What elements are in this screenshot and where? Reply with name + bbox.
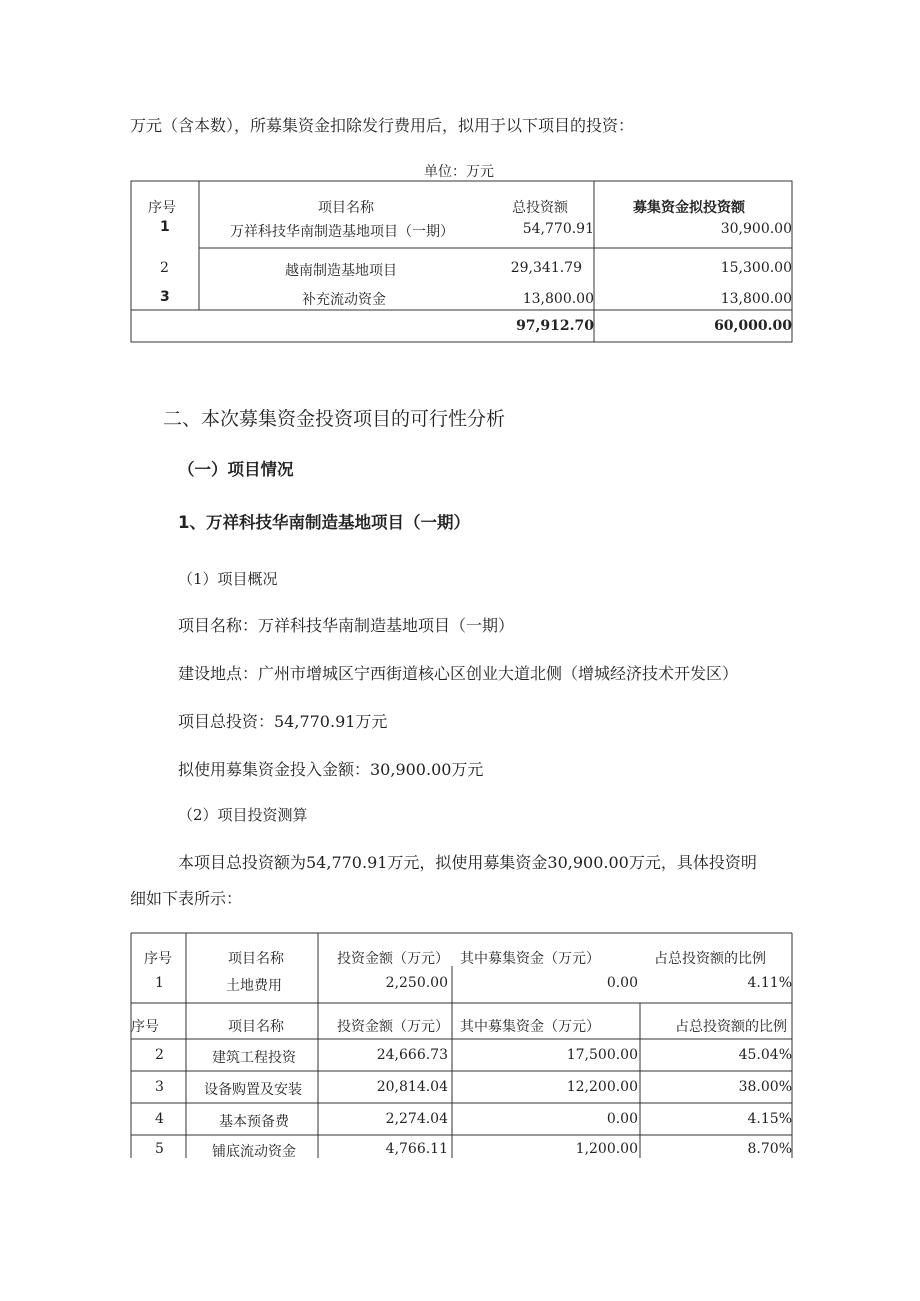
t2-header2-no: 序号 xyxy=(131,1019,159,1035)
t1-row3-no: 3 xyxy=(160,289,170,305)
t2-row1-name: 土地费用 xyxy=(226,978,282,994)
t2-row1-no: 1 xyxy=(155,975,164,991)
t1-header-no: 序号 xyxy=(148,200,176,216)
t2-row2-amount: 24,666.73 xyxy=(376,1047,448,1063)
t2-row4-raise: 0.00 xyxy=(606,1111,638,1127)
t2-header-no: 序号 xyxy=(144,951,172,967)
t1-total-amount: 97,912.70 xyxy=(516,318,594,334)
overview-heading: （1）项目概况 xyxy=(178,570,278,588)
project-name-line: 项目名称：万祥科技华南制造基地项目（一期） xyxy=(178,616,515,635)
t1-header-total: 总投资额 xyxy=(512,200,568,216)
t2-header2-raise: 其中募集资金（万元） xyxy=(460,1019,600,1035)
unit-label: 单位：万元 xyxy=(424,164,494,180)
t2-header2-name: 项目名称 xyxy=(228,1019,284,1035)
intro-line: 万元（含本数），所募集资金扣除发行费用后，拟用于以下项目的投资： xyxy=(130,116,635,135)
t2-row3-no: 3 xyxy=(155,1079,164,1095)
t1-row3-total: 13,800.00 xyxy=(522,291,594,307)
t2-row3-ratio: 38.00% xyxy=(738,1079,792,1095)
t2-header-name: 项目名称 xyxy=(228,951,284,967)
t2-row3-raise: 12,200.00 xyxy=(566,1079,638,1095)
t1-row3-raise: 13,800.00 xyxy=(720,291,792,307)
t1-header-raise-bold: 募集资金拟投资额 xyxy=(633,200,745,216)
t2-row4-ratio: 4.15% xyxy=(747,1111,792,1127)
t2-row1-raise: 0.00 xyxy=(606,975,638,991)
t2-row4-no: 4 xyxy=(155,1111,164,1127)
t1-row1-no: 1 xyxy=(160,219,170,235)
t2-row4-name: 基本预备费 xyxy=(219,1114,289,1130)
body-line-1: 本项目总投资额为54,770.91万元，拟使用募集资金30,900.00万元，具体投资明 xyxy=(178,853,757,872)
subsection-heading: （一）项目情况 xyxy=(178,460,294,479)
total-invest-line: 项目总投资：54,770.91万元 xyxy=(178,712,388,731)
t2-row5-no: 5 xyxy=(155,1141,164,1157)
t2-row1-amount: 2,250.00 xyxy=(385,975,448,991)
t2-row5-ratio: 8.70% xyxy=(747,1141,792,1157)
t1-row2-raise: 15,300.00 xyxy=(720,260,792,276)
t2-header-ratio: 占总投资额的比例 xyxy=(654,951,766,967)
t2-row5-amount: 4,766.11 xyxy=(385,1141,448,1157)
raise-invest-line: 拟使用募集资金投入金额：30,900.00万元 xyxy=(178,760,484,779)
t2-header2-ratio: 占总投资额的比例 xyxy=(675,1019,787,1035)
t1-row2-name: 越南制造基地项目 xyxy=(285,263,397,279)
t2-row2-ratio: 45.04% xyxy=(738,1047,792,1063)
t2-row3-name: 设备购置及安装 xyxy=(204,1082,302,1098)
t1-row3-name: 补充流动资金 xyxy=(302,292,386,308)
t1-row1-raise: 30,900.00 xyxy=(720,221,792,237)
t1-row2-no: 2 xyxy=(160,260,169,276)
t2-row2-no: 2 xyxy=(155,1047,164,1063)
section-heading: 二、本次募集资金投资项目的可行性分析 xyxy=(163,408,506,430)
t2-header-amount: 投资金额（万元） xyxy=(337,951,449,967)
t1-row1-total: 54,770.91 xyxy=(522,221,594,237)
project-heading: 1、万祥科技华南制造基地项目（一期） xyxy=(178,513,470,532)
t2-row5-name: 铺底流动资金 xyxy=(212,1144,296,1160)
t2-row4-amount: 2,274.04 xyxy=(385,1111,448,1127)
estimate-heading: （2）项目投资测算 xyxy=(178,806,308,824)
t2-row2-raise: 17,500.00 xyxy=(566,1047,638,1063)
t2-row5-raise: 1,200.00 xyxy=(575,1141,638,1157)
location-line: 建设地点：广州市增城区宁西街道核心区创业大道北侧（增城经济技术开发区） xyxy=(178,664,739,683)
body-line-2: 细如下表所示： xyxy=(130,889,243,908)
t2-header2-amount: 投资金额（万元） xyxy=(337,1019,449,1035)
t2-header-raise: 其中募集资金（万元） xyxy=(460,951,600,967)
t2-row3-amount: 20,814.04 xyxy=(376,1079,448,1095)
t2-row2-name: 建筑工程投资 xyxy=(212,1050,296,1066)
t1-header-name: 项目名称 xyxy=(318,200,374,216)
t2-row1-ratio: 4.11% xyxy=(747,975,792,991)
t1-total-raise: 60,000.00 xyxy=(714,318,792,334)
t1-row2-total: 29,341.79 xyxy=(510,260,582,276)
t1-row1-name: 万祥科技华南制造基地项目（一期） xyxy=(230,224,454,240)
